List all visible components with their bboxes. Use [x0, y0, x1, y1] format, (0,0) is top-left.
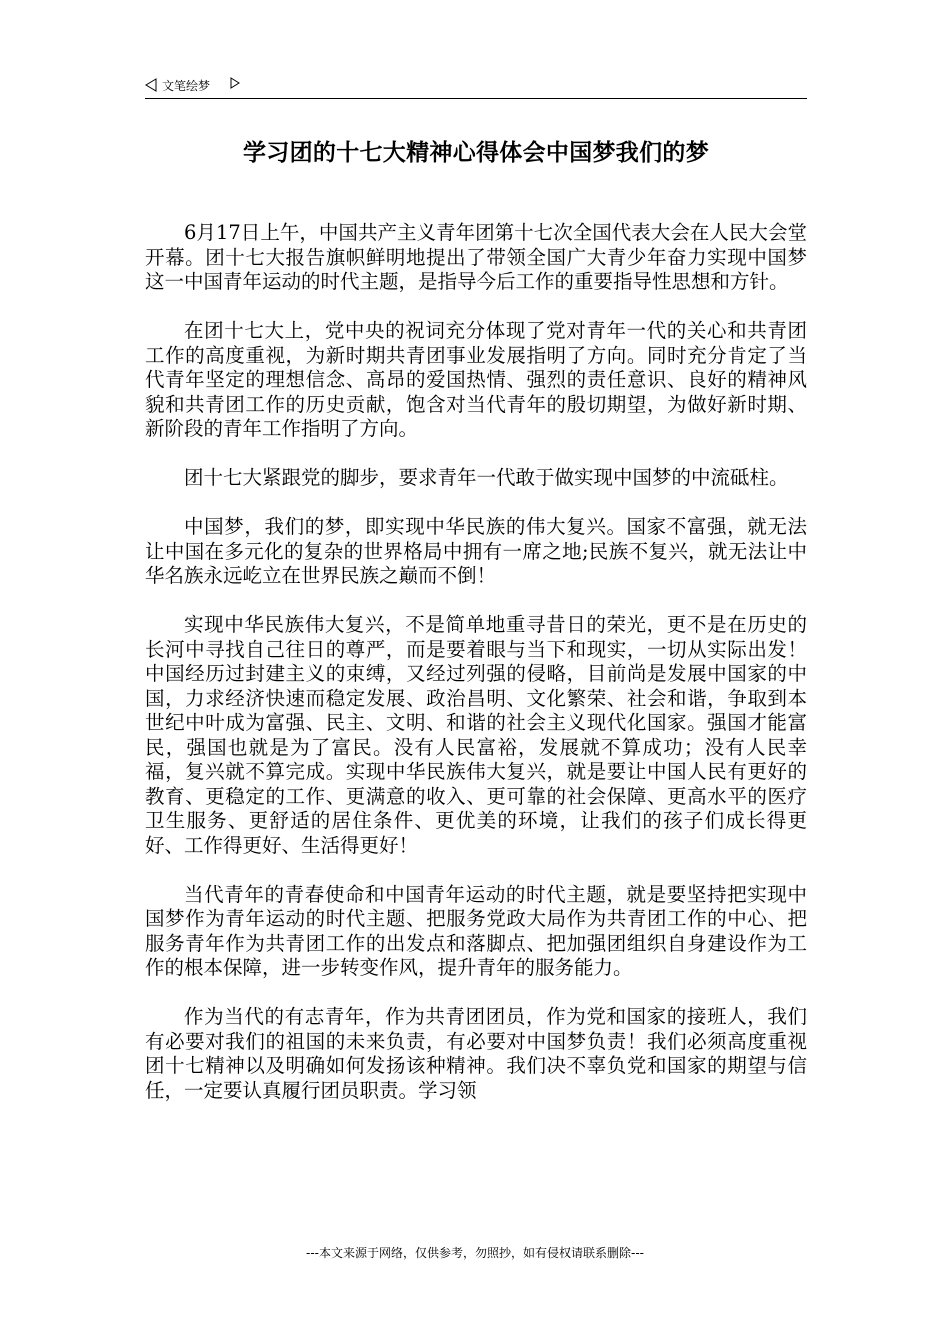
- page-header: [145, 74, 807, 99]
- paragraph: 6月17日上午，中国共产主义青年团第十七次全国代表大会在人民大会堂开幕。团十七大报告旗帜鲜明地提出了带领全国广大青少年奋力实现中国梦这一中国青年运动的时代主题，是指导今后工作的重要指导性思想和方针。: [145, 221, 807, 293]
- triangle-right-icon: [230, 77, 240, 89]
- triangle-left-icon: [145, 78, 157, 92]
- paragraph: 当代青年的青春使命和中国青年运动的时代主题，就是要坚持把实现中国梦作为青年运动的时代主题、把服务党政大局作为共青团工作的中心、把服务青年作为共青团工作的出发点和落脚点、把加强团组织自身建设作为工作的根本保障，进一步转变作风，提升青年的服务能力。: [145, 882, 807, 979]
- document-body: [145, 221, 807, 1103]
- paragraph: 实现中华民族伟大复兴，不是简单地重寻昔日的荣光，更不是在历史的长河中寻找自己往日的尊严，而是要着眼与当下和现实，一切从实际出发！中国经历过封建主义的束缚，又经过列强的侵略，目前尚是发展中国家的中国，力求经济快速而稳定发展、政治昌明、文化繁荣、社会和谐，争取到本世纪中叶成为富强、民主、文明、和谐的社会主义现代化国家。强国才能富民，强国也就是为了富民。没有人民富裕，发展就不算成功；没有人民幸福，复兴就不算完成。实现中华民族伟大复兴，就是要让中国人民有更好的教育、更稳定的工作、更满意的收入、更可靠的社会保障、更高水平的医疗卫生服务、更舒适的居住条件、更优美的环境，让我们的孩子们成长得更好、工作得更好、生活得更好！: [145, 613, 807, 857]
- paragraph: 在团十七大上，党中央的祝词充分体现了党对青年一代的关心和共青团工作的高度重视，为新时期共青团事业发展指明了方向。同时充分肯定了当代青年坚定的理想信念、高昂的爱国热情、强烈的责任意识、良好的精神风貌和共青团工作的历史贡献，饱含对当代青年的殷切期望，为做好新时期、新阶段的青年工作指明了方向。: [145, 319, 807, 440]
- header-brand: 文笔绘梦: [162, 79, 211, 93]
- footer-notice: ---本文来源于网络，仅供参考，勿照抄，如有侵权请联系删除---: [306, 1246, 644, 1260]
- paragraph: 作为当代的有志青年，作为共青团团员，作为党和国家的接班人，我们有必要对我们的祖国的未来负责，有必要对中国梦负责！我们必须高度重视团十七精神以及明确如何发扬该种精神。我们决不辜负党和国家的期望与信任，一定要认真履行团员职责。学习领: [145, 1005, 807, 1102]
- paragraph: 团十七大紧跟党的脚步，要求青年一代敢于做实现中国梦的中流砥柱。: [184, 466, 789, 489]
- document-title: 学习团的十七大精神心得体会中国梦我们的梦: [243, 140, 709, 166]
- paragraph: 中国梦，我们的梦，即实现中华民族的伟大复兴。国家不富强，就无法让中国在多元化的复杂的世界格局中拥有一席之地;民族不复兴，就无法让中华名族永远屹立在世界民族之巅而不倒！: [145, 515, 807, 587]
